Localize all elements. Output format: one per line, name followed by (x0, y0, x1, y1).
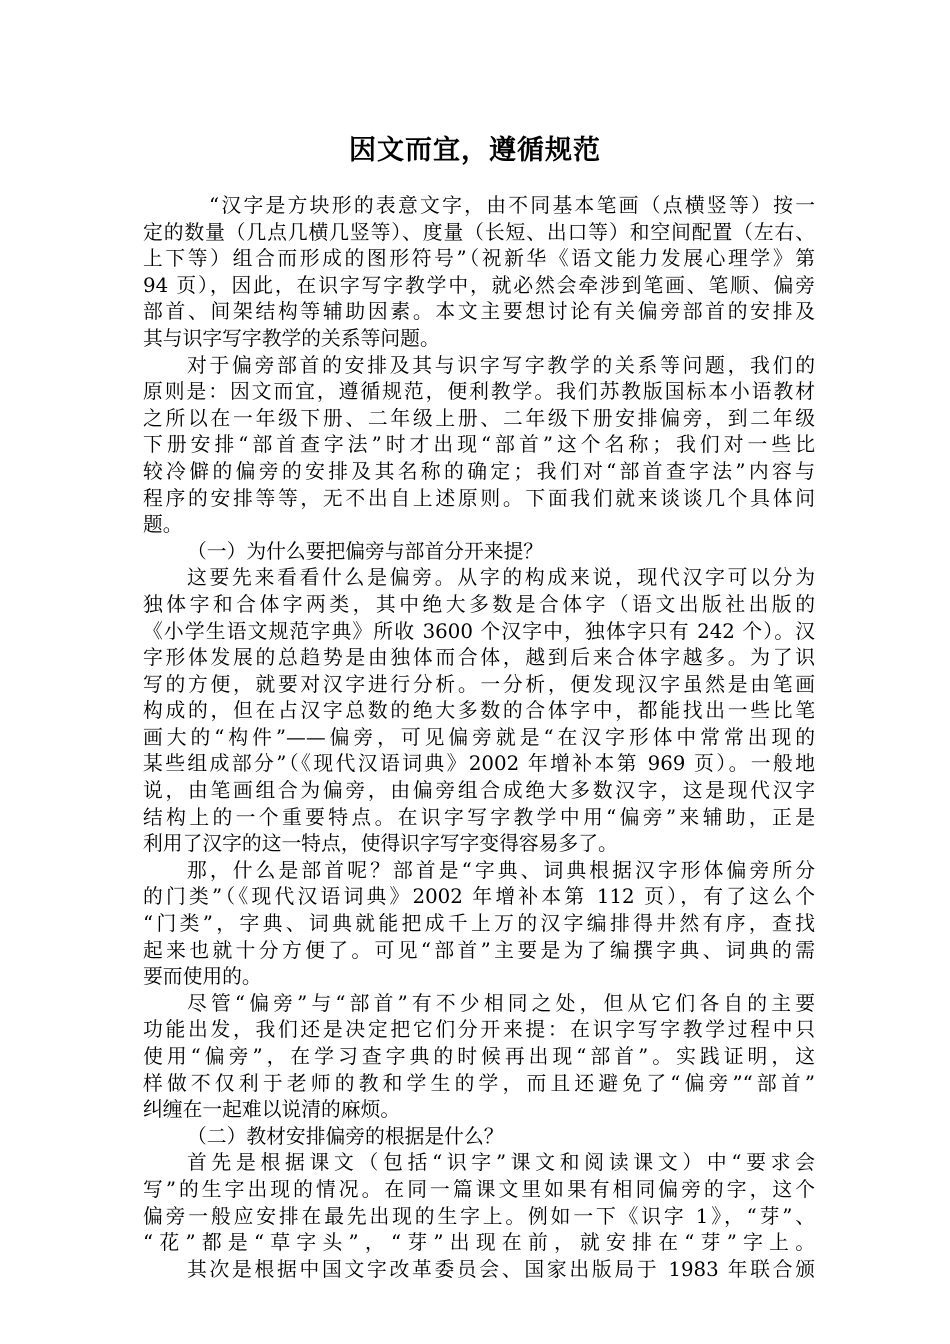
document-body (143, 193, 815, 1283)
text-line: 写的方便，就要对汉字进行分析。一分析，便发现汉字虽然是由笔画 (143, 672, 815, 696)
text-line: 字形体发展的总趋势是由独体而合体，越到后来合体字越多。为了识 (143, 646, 815, 670)
text-line: 其次是根据中国文字改革委员会、国家出版局于 1983 年联合颁 (187, 1257, 815, 1281)
text-line: 较冷僻的偏旁的安排及其名称的确定；我们对“部首查字法”内容与 (143, 459, 815, 483)
text-line: 尽管“偏旁”与“部首”有不少相同之处，但从它们各自的主要 (187, 991, 815, 1015)
text-line: （一）为什么要把偏旁与部首分开来提？ (187, 539, 544, 563)
text-line: “花”都是“草字头”，“芽”出现在前，就安排在“芽”字上。 (143, 1231, 815, 1255)
text-line: 结构上的一个重要特点。在识字写字教学中用“偏旁”来辅助，正是 (143, 805, 815, 829)
text-line: 下册安排“部首查字法”时才出现“部首”这个名称；我们对一些比 (143, 433, 815, 457)
text-line: 上下等）组合而形成的图形符号”（祝新华《语文能力发展心理学》第 (143, 247, 815, 271)
text-line: 偏旁一般应安排在最先出现的生字上。例如一下《识字 1》，“芽”、 (143, 1204, 815, 1228)
text-line: “门类”，字典、词典就能把成千上万的汉字编排得井然有序，查找 (143, 912, 815, 936)
text-line: 功能出发，我们还是决定把它们分开来提：在识字写字教学过程中只 (143, 1018, 815, 1042)
text-line: 首先是根据课文（包括“识字”课文和阅读课文）中“要求会 (187, 1151, 815, 1175)
text-line: 使用“偏旁”，在学习查字典的时候再出现“部首”。实践证明，这 (143, 1045, 815, 1068)
text-line: 程序的安排等等，无不出自上述原则。下面我们就来谈谈几个具体问 (143, 486, 815, 510)
text-line: 画大的“构件”——偏旁，可见偏旁就是“在汉字形体中常常出现的 (143, 725, 815, 749)
text-line: 定的数量（几点几横几竖等）、度量（长短、出口等）和空间配置（左右、 (143, 220, 815, 244)
text-line: 之所以在一年级下册、二年级上册、二年级下册安排偏旁，到二年级 (143, 406, 815, 430)
text-line: 说，由笔画组合为偏旁，由偏旁组合成绝大多数汉字，这是现代汉字 (143, 779, 815, 803)
text-line: 题。 (143, 513, 183, 537)
text-line: 《小学生语文规范字典》所收 3600 个汉字中，独体字只有 242 个）。汉 (143, 619, 815, 643)
text-line: 纠缠在一起难以说清的麻烦。 (143, 1098, 401, 1122)
text-line: 样做不仅利于老师的教和学生的学，而且还避免了“偏旁”“部首” (143, 1071, 815, 1095)
text-line: 这要先来看看什么是偏旁。从字的构成来说，现代汉字可以分为 (187, 566, 815, 590)
text-line: “汉字是方块形的表意文字，由不同基本笔画（点横竖等）按一 (209, 194, 815, 217)
document-title: 因文而宜，遵循规范 (349, 135, 601, 166)
text-line: 原则是：因文而宜，遵循规范，便利教学。我们苏教版国标本小语教材 (143, 380, 815, 404)
text-line: 要而使用的。 (143, 965, 262, 989)
text-line: 的门类”（《现代汉语词典》2002 年增补本第 112 页），有了这么个 (143, 885, 815, 909)
text-line: 其与识字写字教学的关系等问题。 (143, 326, 440, 350)
text-line: （二）教材安排偏旁的根据是什么？ (187, 1124, 504, 1148)
text-line: 独体字和合体字两类，其中绝大多数是合体字（语文出版社出版的 (143, 592, 815, 616)
text-line: 某些组成部分”（《现代汉语词典》2002 年增补本第 969 页）。一般地 (143, 752, 815, 776)
text-line: 对于偏旁部首的安排及其与识字写字教学的关系等问题，我们的 (187, 353, 815, 377)
text-line: 写”的生字出现的情况。在同一篇课文里如果有相同偏旁的字，这个 (143, 1177, 815, 1201)
text-line: 94 页），因此，在识字写字教学中，就必然会牵涉到笔画、笔顺、偏旁 (143, 273, 815, 297)
text-line: 部首、间架结构等辅助因素。本文主要想讨论有关偏旁部首的安排及 (143, 300, 815, 324)
text-line: 那，什么是部首呢？部首是“字典、词典根据汉字形体偏旁所分 (187, 858, 815, 882)
text-line: 起来也就十分方便了。可见“部首”主要是为了编撰字典、词典的需 (143, 938, 815, 962)
text-line: 利用了汉字的这一特点，使得识字写字变得容易多了。 (143, 832, 618, 856)
text-line: 构成的，但在占汉字总数的绝大多数的合体字中，都能找出一些比笔 (143, 699, 815, 723)
